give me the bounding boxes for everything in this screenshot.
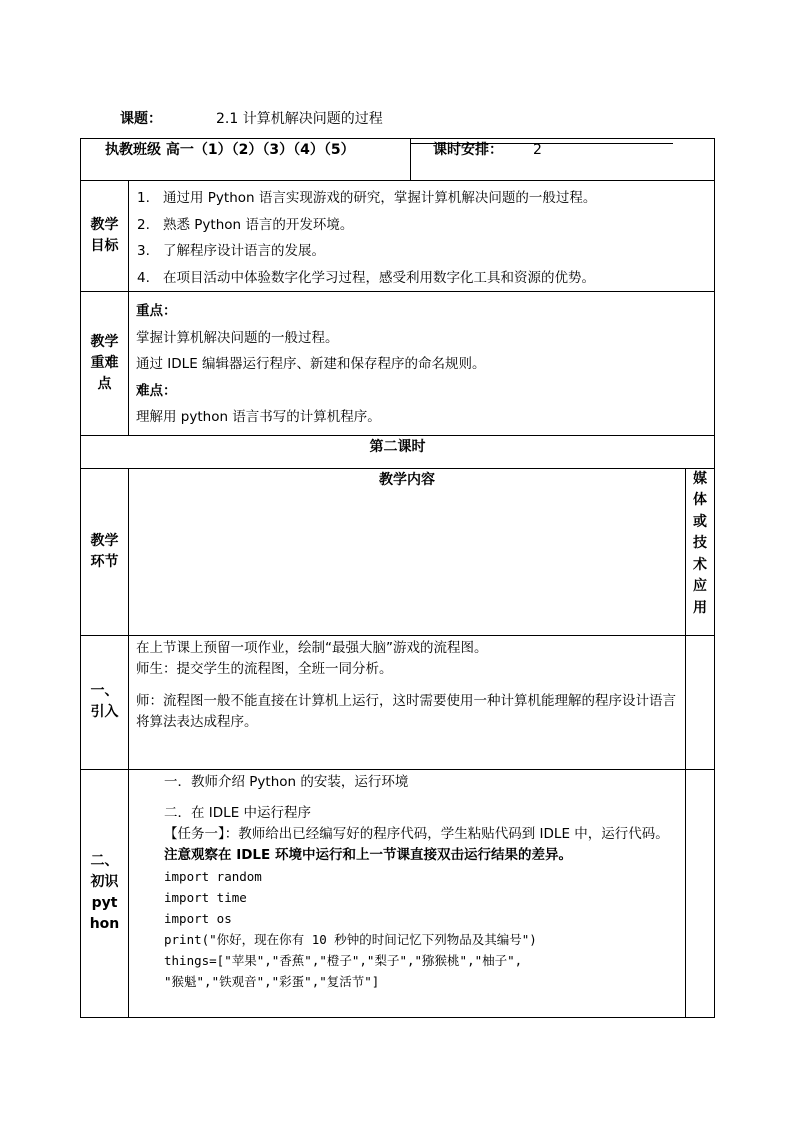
class-cell — [81, 139, 411, 181]
focus-item: 通过 IDLE 编辑器运行程序、新建和保存程序的命名规则。 — [136, 356, 486, 372]
lesson-title: 第二课时 — [81, 435, 715, 468]
intro-line: 在上节课上预留一项作业，绘制“最强大脑”游戏的流程图。 — [136, 639, 488, 656]
lesson-title-row — [81, 435, 715, 468]
course-title — [120, 108, 383, 128]
step-one: 一．教师介绍 Python 的安装，运行环境 — [164, 773, 409, 790]
hours-value: 2 — [533, 142, 542, 158]
focus-item: 掌握计算机解决问题的一般过程。 — [136, 329, 339, 346]
python-content — [129, 769, 686, 1017]
objective-item: 1. 通过用 Python 语言实现游戏的研究，掌握计算机解决问题的一般过程。 — [137, 190, 597, 206]
code-line: "猴魁","铁观音","彩蛋","复活节"] — [164, 973, 380, 989]
difficulty-label: 难点： — [136, 382, 177, 399]
objectives-label: 教学目标 — [81, 181, 129, 292]
code-line: import time — [164, 889, 247, 905]
content-header: 教学内容 — [129, 468, 686, 635]
objective-item: 3. 了解程序设计语言的发展。 — [137, 243, 325, 259]
hours-label: 课时安排： — [433, 142, 503, 158]
objectives-content — [129, 181, 715, 292]
intro-content — [129, 635, 686, 769]
section-header-row — [81, 468, 715, 635]
topic-value: 2.1 计算机解决问题的过程 — [216, 111, 383, 127]
hours-cell — [411, 139, 715, 181]
code-line: things=["苹果","香蕉","橙子","梨子","猕猴桃","柚子", — [164, 952, 523, 968]
objective-item: 2. 熟悉 Python 语言的开发环境。 — [137, 216, 354, 233]
class-label: 执教班级 — [105, 142, 161, 158]
intro-media — [686, 635, 715, 769]
code-line: import os — [164, 910, 232, 926]
class-info-row — [81, 139, 715, 181]
python-row — [81, 769, 715, 1017]
keypoints-label: 教学重难点 — [81, 292, 129, 436]
python-media — [686, 769, 715, 1017]
stage-header: 教学环节 — [81, 468, 129, 635]
intro-line: 师生：提交学生的流程图，全班一同分析。 — [136, 660, 393, 677]
class-value: 高一（1）（2）（3）（4）（5） — [165, 142, 355, 158]
decorative-line — [411, 143, 673, 144]
focus-label: 重点： — [136, 303, 177, 319]
task-one: 【任务一】：教师给出已经编写好的程序代码，学生粘贴代码到 IDLE 中，运行代码。 — [164, 825, 669, 842]
step-two: 二．在 IDLE 中运行程序 — [164, 804, 312, 821]
topic-label: 课题： — [120, 111, 162, 127]
intro-label: 一、引入 — [81, 635, 129, 769]
code-line: print("你好，现在你有 10 秒钟的时间记忆下列物品及其编号") — [164, 931, 537, 947]
objectives-row — [81, 181, 715, 292]
intro-row — [81, 635, 715, 769]
code-line: import random — [164, 868, 262, 884]
python-label: 二、初识python — [81, 769, 129, 1017]
intro-line: 师：流程图一般不能直接在计算机上运行，这时需要使用一种计算机能理解的程序设计语言将算法表达成程序。 — [136, 692, 676, 730]
difficulty-item: 理解用 python 语言书写的计算机程序。 — [136, 409, 381, 425]
lesson-plan-table — [80, 138, 715, 1018]
keypoints-content — [129, 292, 715, 436]
keypoints-row — [81, 292, 715, 436]
observation-note: 注意观察在 IDLE 环境中运行和上一节课直接双击运行结果的差异。 — [164, 846, 572, 863]
media-header: 媒体或技术应用 — [686, 468, 715, 635]
objective-item: 4. 在项目活动中体验数字化学习过程，感受利用数字化工具和资源的优势。 — [137, 269, 595, 286]
